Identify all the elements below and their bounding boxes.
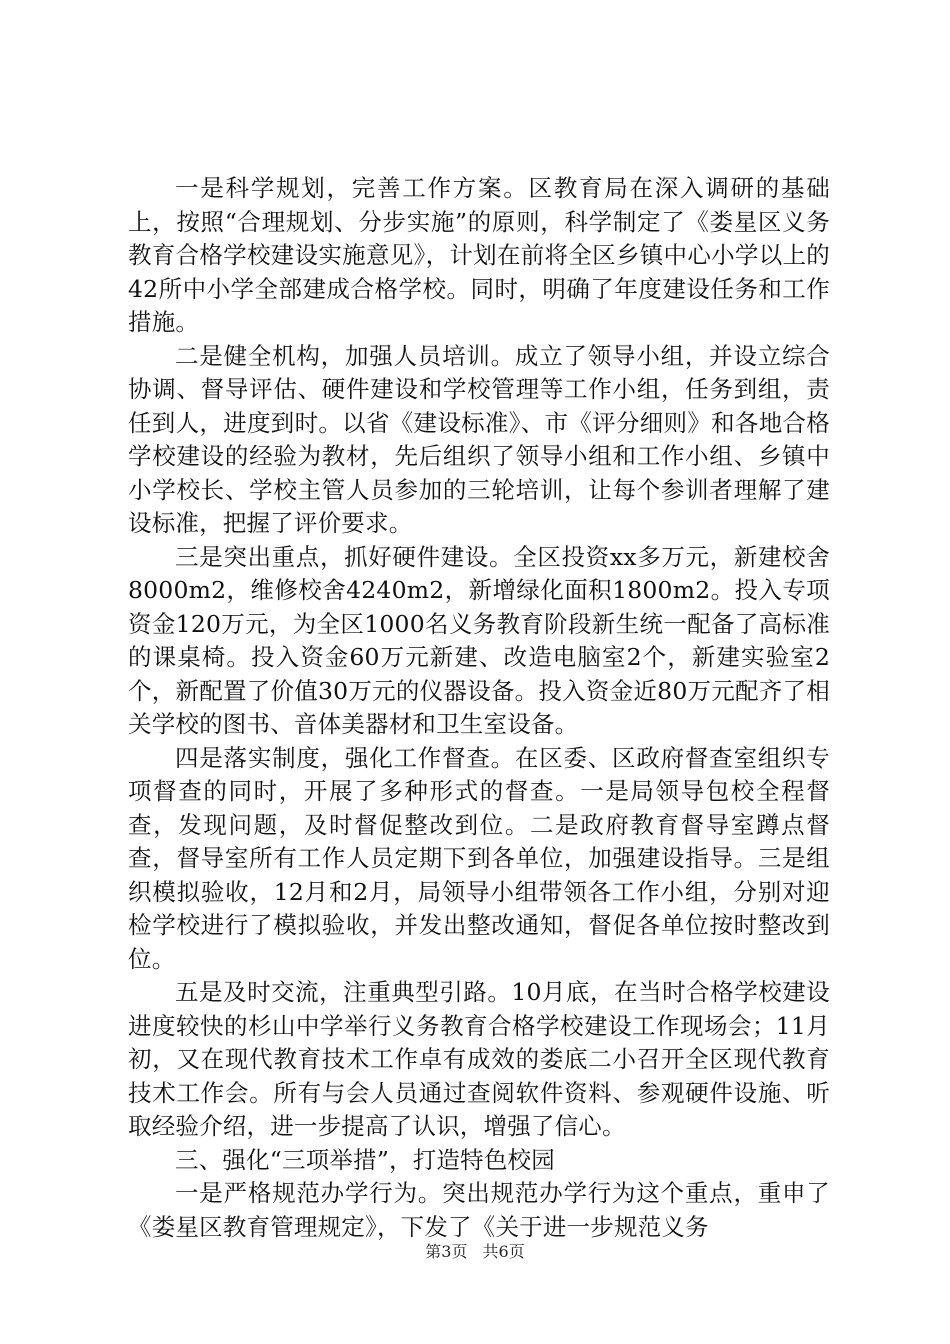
page-number: 第3页 <box>425 1242 468 1261</box>
page-footer <box>0 1242 950 1262</box>
paragraph-organization: 二是健全机构，加强人员培训。成立了领导小组，并设立综合协调、督导评估、硬件建设和学校管理等工作小组，任务到组，责任到人，进度到时。以省《建设标准》、市《评分细则》和各地合格学校建设的经验为教材，先后组织了领导小组和工作小组、乡镇中小学校长、学校主管人员参加的三轮培训，让每个参训者理解了建设标准，把握了评价要求。 <box>128 341 830 537</box>
paragraph-planning: 一是科学规划，完善工作方案。区教育局在深入调研的基础上，按照“合理规划、分步实施”的原则，科学制定了《娄星区义务教育合格学校建设实施意见》，计划在前将全区乡镇中心小学以上的42所中小学全部建成合格学校。同时，明确了年度建设任务和工作措施。 <box>128 174 830 336</box>
document-body <box>128 172 830 1244</box>
paragraph-supervision: 四是落实制度，强化工作督查。在区委、区政府督查室组织专项督查的同时，开展了多种形式的督查。一是局领导包校全程督查，发现问题，及时督促整改到位。二是政府教育督导室蹲点督查，督导室所有工作人员定期下到各单位，加强建设指导。三是组织模拟验收，12月和2月，局领导小组带领各工作小组，分别对迎检学校进行了模拟验收，并发出整改通知，督促各单位按时整改到位。 <box>128 743 830 973</box>
section-heading: 三、强化“三项举措”，打造特色校园 <box>175 1145 555 1174</box>
paragraph-hardware: 三是突出重点，抓好硬件建设。全区投资xx多万元，新建校舍8000m2，维修校舍4240m2，新增绿化面积1800m2。投入专项资金120万元，为全区1000名义务教育阶段新生统一配备了高标准的课桌椅。投入资金60万元新建、改造电脑室2个，新建实验室2个，新配置了价值30万元的仪器设备。投入资金近80万元配齐了相关学校的图书、音体美器材和卫生室设备。 <box>128 542 830 738</box>
page-total: 共6页 <box>482 1242 525 1261</box>
paragraph-exchange: 五是及时交流，注重典型引路。10月底，在当时合格学校建设进度较快的杉山中学举行义务教育合格学校建设工作现场会；11月初，又在现代教育技术工作卓有成效的娄底二小召开全区现代教育技术工作会。所有与会人员通过查阅软件资料、参观硬件设施、听取经验介绍，进一步提高了认识，增强了信心。 <box>128 978 830 1140</box>
paragraph-regulation: 一是严格规范办学行为。突出规范办学行为这个重点，重申了《娄星区教育管理规定》，下发了《关于进一步规范义务 <box>128 1179 830 1241</box>
